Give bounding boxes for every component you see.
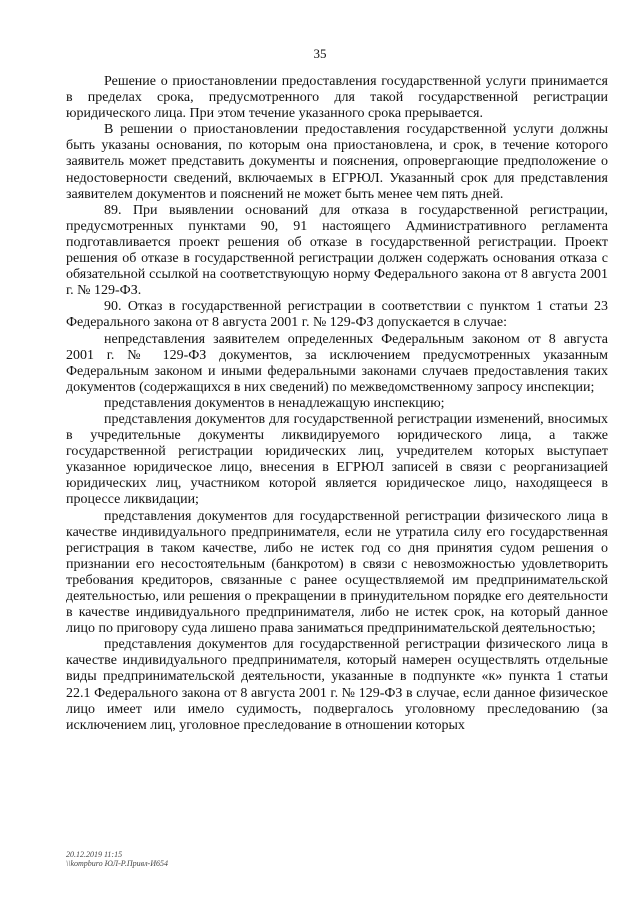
footer-timestamp: 20.12.2019 11:15 — [66, 850, 123, 859]
paragraph-89: 89. При выявлении оснований для отказа в государственной регистрации, предусмотренных пунктами 90, 91 настоящего Административного регламента подготавливается проект решения об отказе в государственной регистрации. Проект решения об отказе в государственной регистрации должен содержать основания отказа с обязательной ссылкой на соответствующую норму Федерального закона от 8 августа 2001 г. № 129-ФЗ. — [66, 202, 608, 299]
paragraph-90-case-wrong-inspection: представления документов в ненадлежащую инспекцию; — [104, 395, 445, 411]
footer-file-path: \\kompburo ЮЛ-Р.Привл-И654 — [66, 859, 168, 868]
document-footer — [66, 850, 168, 868]
page-number: 35 — [313, 46, 327, 61]
paragraph-90-case-criminal-record: представления документов для государственной регистрации физического лица в качестве индивидуального предпринимателя, который намерен осуществлять отдельные виды предпринимательской деятельности, указанные в подпункте «к» пункта 1 статьи 22.1 Федерального закона от 8 августа 2001 г. № 129-ФЗ в случае, если данное физическое лицо имеет или имело судимость, подвергалось уголовному преследованию (за исключением лиц, уголовное преследование в отношении которых — [66, 637, 608, 733]
paragraph-90: 90. Отказ в государственной регистрации в соответствии с пунктом 1 статьи 23 Федерального закона от 8 августа 2001 г. № 129-ФЗ допускается в случае: — [66, 299, 608, 331]
paragraph-90-case-liquidation: представления документов для государственной регистрации изменений, вносимых в учредительные документы ликвидируемого юридического лица, а также государственной регистрации юридических лиц, учредителем которых выступает указанное юридическое лицо, внесения в ЕГРЮЛ записей в связи с реорганизацией юридических лиц, участником которой является юридическое лицо, находящееся в процессе ликвидации; — [66, 411, 608, 508]
paragraph-suspension-decision: Решение о приостановлении предоставления государственной услуги принимается в пределах срока, предусмотренного для такой государственной регистрации юридического лица. При этом течение указанного срока прерывается. — [66, 74, 608, 122]
paragraph-suspension-grounds: В решении о приостановлении предоставления государственной услуги должны быть указаны основания, по которым она приостановлена, и срок, в течение которого заявитель может представить документы и пояснения, опровергающие предположение о недостоверности сведений, включаемых в ЕГРЮЛ. Указанный срок для представления заявителем документов и пояснений не может быть менее чем пять дней. — [66, 122, 608, 202]
document-body — [66, 74, 608, 734]
paragraph-90-case-nonsubmission: непредставления заявителем определенных Федеральным законом от 8 августа 2001 г. № 129-ФЗ документов, за исключением предусмотренных указанным Федеральным законом и иными федеральными законами случаев предоставления таких документов (содержащихся в них сведений) по межведомственному запросу инспекции; — [66, 331, 608, 395]
paragraph-90-case-entrepreneur: представления документов для государственной регистрации физического лица в качестве индивидуального предпринимателя, если не утратила силу его государственная регистрация в таком качестве, либо не истек год со дня принятия судом решения о признании его несостоятельным (банкротом) в связи с невозможностью удовлетворить требования кредиторов, связанные с ранее осуществляемой им предпринимательской деятельностью, или решения о прекращении в принудительном порядке его деятельности в качестве индивидуального предпринимателя, либо не истек срок, на который данное лицо по приговору суда лишено права заниматься предпринимательской деятельностью; — [66, 508, 608, 637]
